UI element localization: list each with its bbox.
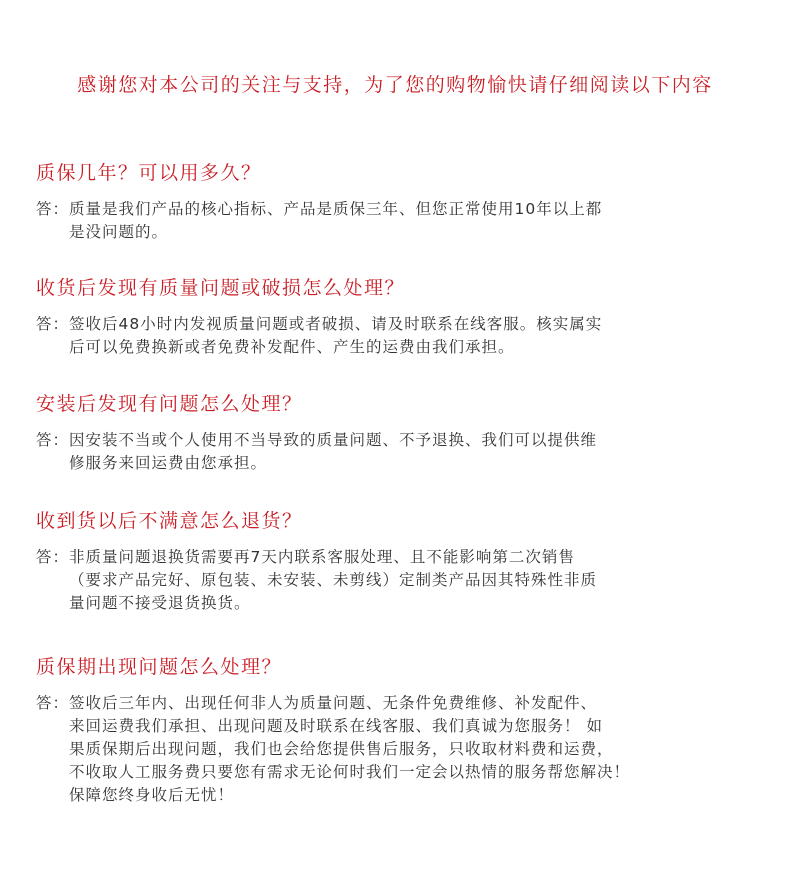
faq-question: 质保几年？可以用多久？ <box>36 162 262 184</box>
answer-line: 质量是我们产品的核心指标、产品是质保三年、但您正常使用10年以上都 <box>69 200 603 218</box>
answer-line: 不收取人工服务费只要您有需求无论何时我们一定会以热情的服务帮您解决！ <box>69 763 631 781</box>
faq-answer <box>36 546 776 615</box>
answer-line: 修服务来回运费由您承担。 <box>69 454 268 472</box>
faq-item-warranty-years <box>36 160 776 244</box>
faq-question: 收货后发现有质量问题或破损怎么处理？ <box>36 277 406 299</box>
answer-prefix: 答： <box>36 548 70 566</box>
answer-line: 非质量问题退换货需要再7天内联系客服处理、且不能影响第二次销售 <box>69 548 575 566</box>
answer-line: 来回运费我们承担、出现问题及时联系在线客服、我们真诚为您服务！ 如 <box>69 717 603 735</box>
answer-line: 因安装不当或个人使用不当导致的质量问题、不予退换、我们可以提供维 <box>69 431 598 449</box>
faq-item-warranty-period <box>36 654 776 807</box>
answer-prefix: 答： <box>36 431 70 449</box>
answer-line: 后可以免费换新或者免费补发配件、产生的运费由我们承担。 <box>69 338 515 356</box>
faq-answer <box>36 198 776 244</box>
faq-answer <box>36 313 776 359</box>
answer-line: 量问题不接受退货换货。 <box>69 594 251 612</box>
faq-question: 安装后发现有问题怎么处理？ <box>36 393 303 415</box>
faq-item-after-installation <box>36 391 776 475</box>
answer-prefix: 答： <box>36 200 70 218</box>
answer-prefix: 答： <box>36 694 70 712</box>
faq-question: 收到货以后不满意怎么退货？ <box>36 510 303 532</box>
answer-line: 签收后48小时内发视质量问题或者破损、请及时联系在线客服。核实属实 <box>69 315 603 333</box>
faq-answer <box>36 429 776 475</box>
answer-prefix: 答： <box>36 315 70 333</box>
faq-item-returns <box>36 508 776 615</box>
faq-question: 质保期出现问题怎么处理？ <box>36 656 283 678</box>
faq-answer <box>36 692 776 807</box>
answer-line: （要求产品完好、原包装、未安装、未剪线）定制类产品因其特殊性非质 <box>69 571 598 589</box>
answer-line: 果质保期后出现问题，我们也会给您提供售后服务，只收取材料费和运费， <box>69 740 614 758</box>
answer-line: 签收后三年内、出现任何非人为质量问题、无条件免费维修、补发配件、 <box>69 694 598 712</box>
intro-banner: 感谢您对本公司的关注与支持，为了您的购物愉快请仔细阅读以下内容 <box>77 74 713 96</box>
answer-line: 是没问题的。 <box>69 223 169 241</box>
answer-line: 保障您终身收后无忧！ <box>69 786 235 804</box>
faq-item-damage-on-receipt <box>36 275 776 359</box>
